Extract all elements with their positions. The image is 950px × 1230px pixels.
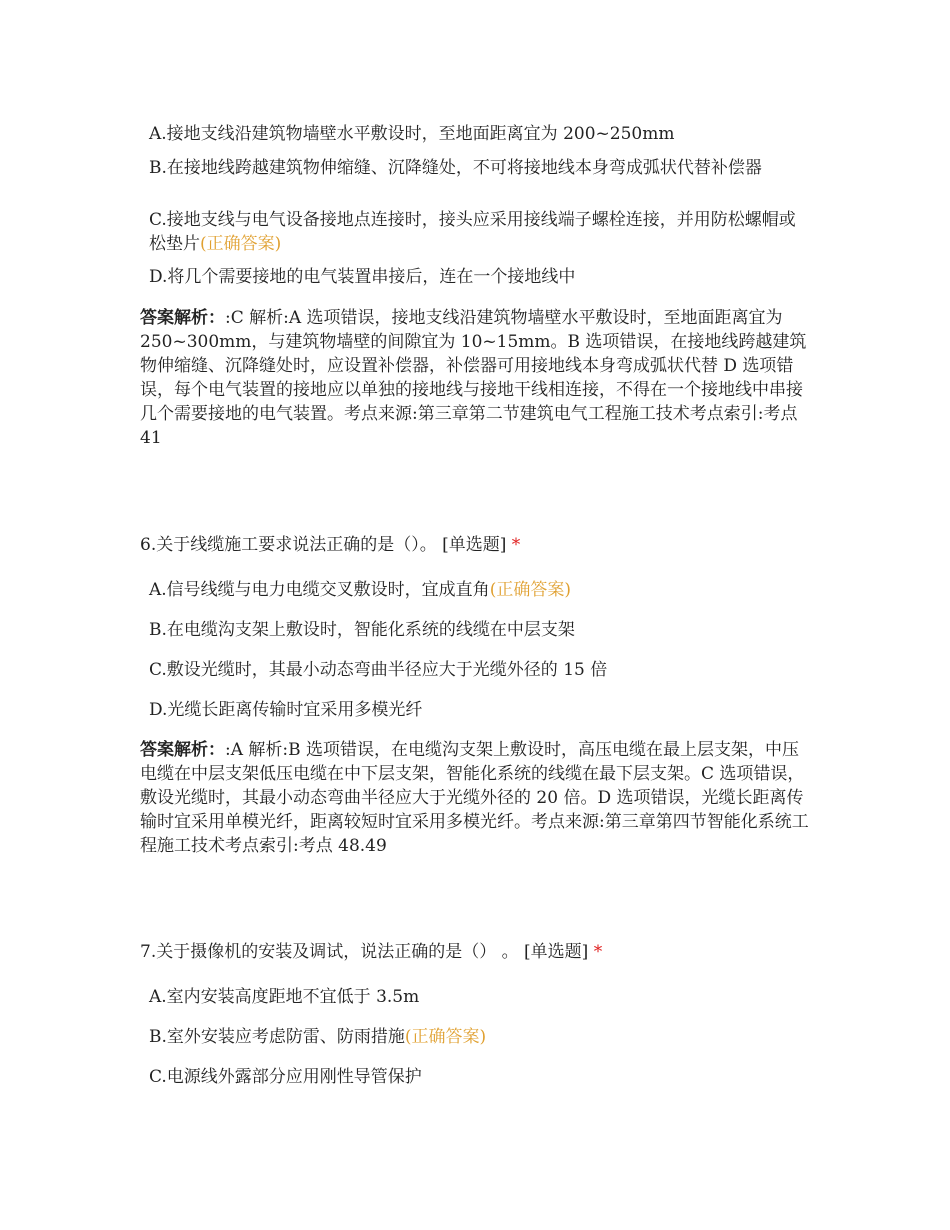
q6-option-c-text: C.敷设光缆时，其最小动态弯曲半径应大于光缆外径的 15 倍 bbox=[149, 660, 608, 680]
q5-option-d-text: D.将几个需要接地的电气装置串接后，连在一个接地线中 bbox=[149, 267, 576, 287]
q5-option-d bbox=[149, 265, 809, 289]
correct-answer-mark: (正确答案) bbox=[200, 234, 282, 254]
q6-option-a bbox=[149, 578, 809, 602]
correct-answer-mark: (正确答案) bbox=[489, 580, 571, 600]
q5-option-a-text: A.接地支线沿建筑物墙壁水平敷设时，至地面距离宜为 200~250mm bbox=[149, 124, 675, 144]
q7-question bbox=[140, 940, 820, 964]
q6-analysis bbox=[140, 738, 812, 858]
required-star: * bbox=[593, 942, 603, 962]
correct-answer-mark: (正确答案) bbox=[404, 1027, 487, 1047]
q7-option-a-text: A.室内安装高度距地不宜低于 3.5m bbox=[149, 987, 420, 1007]
q7-option-b bbox=[149, 1025, 809, 1049]
q7-option-c-text: C.电源线外露部分应用刚性导管保护 bbox=[149, 1067, 422, 1087]
analysis-label: 答案解析： bbox=[140, 740, 225, 760]
q6-question-text: 6.关于线缆施工要求说法正确的是（）。 [单选题] bbox=[140, 535, 507, 555]
q6-option-c bbox=[149, 658, 809, 682]
q5-option-c bbox=[149, 208, 809, 256]
q6-option-a-text: A.信号线缆与电力电缆交叉敷设时，宜成直角 bbox=[149, 580, 490, 600]
q5-analysis bbox=[140, 306, 812, 450]
q5-option-a bbox=[149, 122, 809, 146]
q6-option-b-text: B.在电缆沟支架上敷设时，智能化系统的线缆在中层支架 bbox=[149, 620, 575, 640]
q7-option-c bbox=[149, 1065, 809, 1089]
q5-option-c-text: C.接地支线与电气设备接地点连接时，接头应采用接线端子螺栓连接，并用防松螺帽或松垫片 bbox=[149, 210, 796, 254]
q5-option-b bbox=[149, 156, 809, 180]
q6-option-d-text: D.光缆长距离传输时宜采用多模光纤 bbox=[149, 700, 423, 720]
q6-option-d bbox=[149, 698, 809, 722]
q7-option-b-text: B.室外安装应考虑防雷、防雨措施 bbox=[149, 1027, 405, 1047]
q7-option-a bbox=[149, 985, 809, 1009]
required-star: * bbox=[511, 535, 521, 555]
q5-analysis-text: :C 解析:A 选项错误，接地支线沿建筑物墙壁水平敷设时，至地面距离宜为 250~300mm，与建筑物墙壁的间隙宜为 10~15mm。B 选项错误，在接地线跨越建筑物伸缩缝、沉降缝处时，应设置补偿器，补偿器可用接地线本身弯成弧状代替 D 选项错误，每个电气装置的接地应以单独的接地线与接地干线相连接，不得在一个接地线中串接几个需要接地的电气装置。考点来源:第三章第二节建筑电气工程施工技术考点索引:考点 41 bbox=[140, 308, 807, 448]
q5-option-b-text: B.在接地线跨越建筑物伸缩缝、沉降缝处，不可将接地线本身弯成弧状代替补偿器 bbox=[149, 158, 762, 178]
q6-analysis-text: :A 解析:B 选项错误，在电缆沟支架上敷设时，高压电缆在最上层支架，中压电缆在中层支架低压电缆在中下层支架，智能化系统的线缆在最下层支架。C 选项错误，敷设光缆时，其最小动态弯曲半径应大于光缆外径的 20 倍。D 选项错误，光缆长距离传输时宜采用单模光纤，距离较短时宜采用多模光纤。考点来源:第三章第四节智能化系统工程施工技术考点索引:考点 48.49 bbox=[140, 740, 809, 856]
q6-question bbox=[140, 533, 820, 557]
q7-question-text: 7.关于摄像机的安装及调试，说法正确的是（） 。 [单选题] bbox=[140, 942, 589, 962]
analysis-label: 答案解析： bbox=[140, 308, 225, 328]
q6-option-b bbox=[149, 618, 809, 642]
